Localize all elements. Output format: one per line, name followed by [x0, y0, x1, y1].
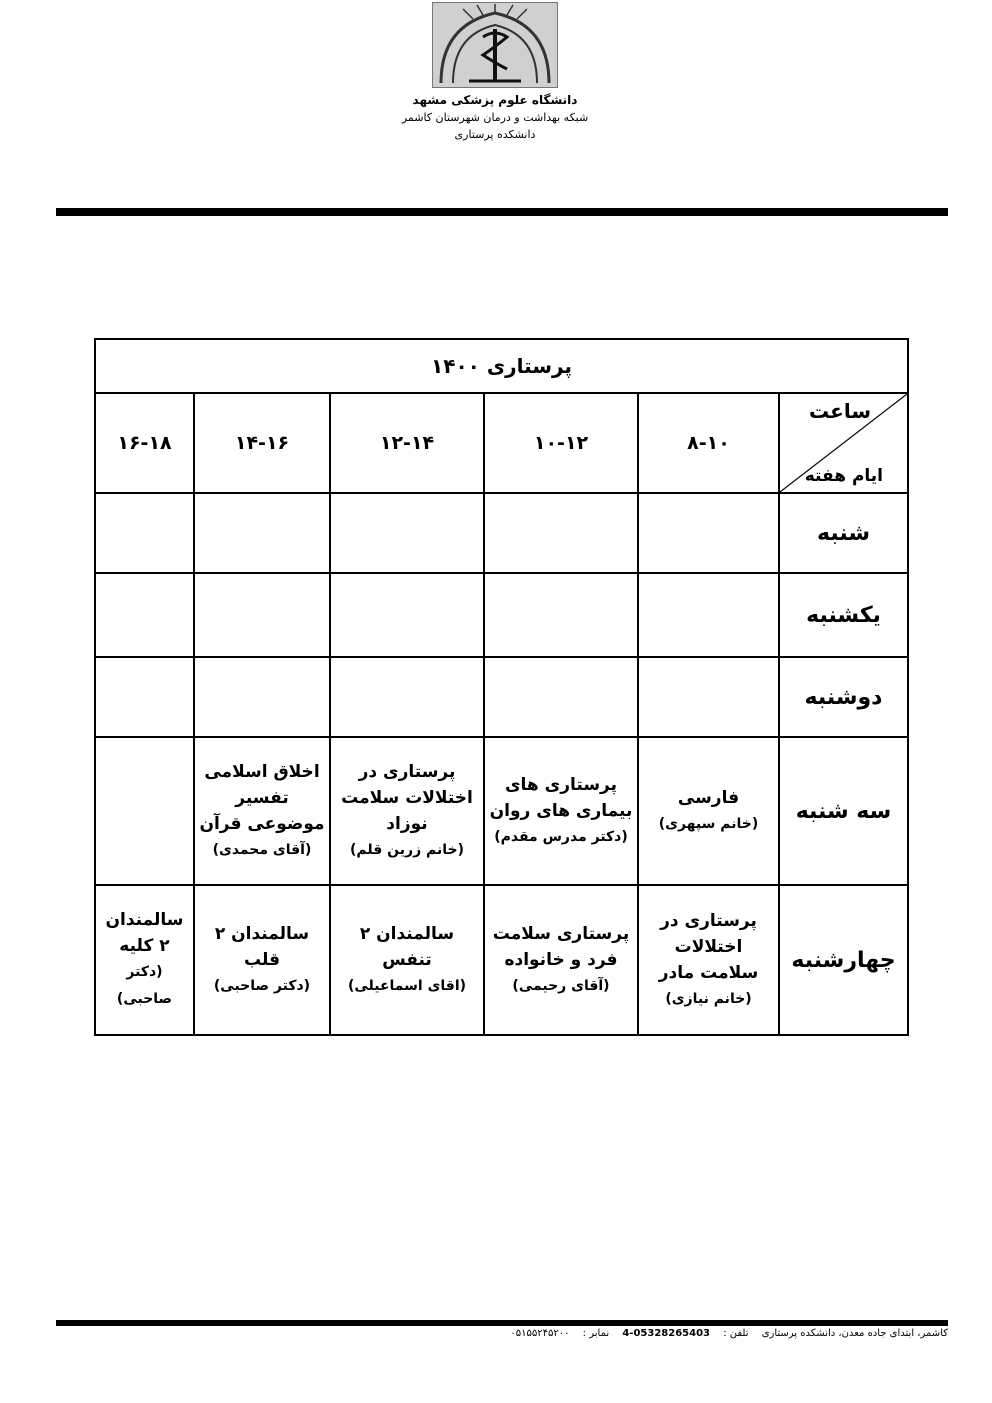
corner-header [779, 393, 908, 493]
empty-cell [484, 573, 638, 657]
empty-cell [484, 657, 638, 737]
university-name: دانشگاه علوم پزشکی مشهد [412, 93, 578, 107]
empty-cell [95, 573, 194, 657]
table-row [95, 573, 908, 657]
time-header-14-16: ۱۴-۱۶ [194, 393, 330, 493]
empty-cell [484, 493, 638, 573]
footer-address: کاشمر، ابتدای جاده معدن، دانشکده پرستاری [761, 1328, 948, 1339]
time-header-16-18: ۱۶-۱۸ [95, 393, 194, 493]
class-cell [484, 737, 638, 885]
course-name: اخلاق اسلامی تفسیر موضوعی قرآن [199, 761, 325, 834]
corner-days-label: ایام هفته [804, 466, 883, 486]
time-header-8-10: ۸-۱۰ [638, 393, 779, 493]
network-name: شبکه بهداشت و درمان شهرستان کاشمر [401, 111, 589, 124]
empty-cell [638, 493, 779, 573]
empty-cell [95, 493, 194, 573]
instructor-name: (دکتر صاحبی) [213, 977, 311, 994]
empty-cell [638, 657, 779, 737]
table-row [95, 737, 908, 885]
time-header-10-12: ۱۰-۱۲ [484, 393, 638, 493]
course-name: پرستاری سلامت فرد و خانواده [492, 923, 630, 970]
weekly-schedule-table [94, 338, 909, 1036]
footer-phone: 05328265403-4 [622, 1328, 710, 1339]
day-tuesday: سه شنبه [779, 737, 908, 885]
instructor-name: (آقای رحیمی) [512, 977, 610, 994]
table-row [95, 885, 908, 1035]
footer-phone-label: تلفن : [723, 1328, 749, 1339]
table-row [95, 657, 908, 737]
instructor-name: (خانم سپهری) [658, 815, 759, 832]
class-cell [330, 885, 484, 1035]
class-cell [95, 885, 194, 1035]
empty-cell [95, 657, 194, 737]
school-name: دانشکده پرستاری [454, 128, 536, 141]
class-cell [194, 737, 330, 885]
class-cell [638, 737, 779, 885]
empty-cell [194, 573, 330, 657]
class-cell [194, 885, 330, 1035]
day-saturday: شنبه [779, 493, 908, 573]
caduceus-emblem-icon [433, 3, 557, 87]
day-monday: دوشنبه [779, 657, 908, 737]
empty-cell [330, 573, 484, 657]
corner-hour-label: ساعت [808, 399, 871, 423]
empty-cell [330, 657, 484, 737]
class-cell [484, 885, 638, 1035]
footer-contact [56, 1328, 948, 1339]
course-name: سالمندان ۲ تنفس [359, 923, 455, 970]
empty-cell [194, 493, 330, 573]
empty-cell [330, 493, 484, 573]
instructor-name: (خانم زرین قلم) [350, 841, 464, 858]
class-cell [638, 885, 779, 1035]
header-divider [56, 208, 948, 216]
course-name: سالمندان ۲ کلیه [105, 910, 184, 956]
course-name: پرستاری های بیماری های روان [489, 774, 633, 821]
instructor-name: (دکتر مدرس مقدم) [494, 828, 628, 845]
schedule-title: پرستاری ۱۴۰۰ [95, 339, 908, 393]
footer-divider [56, 1320, 948, 1326]
course-name: فارسی [677, 787, 740, 808]
time-header-12-14: ۱۲-۱۴ [330, 393, 484, 493]
empty-cell [638, 573, 779, 657]
class-cell [330, 737, 484, 885]
footer-fax-label: نمابر : [582, 1328, 610, 1339]
footer-fax: ۰۵۱۵۵۲۴۵۲۰۰ [510, 1328, 570, 1339]
table-row [95, 493, 908, 573]
empty-cell [194, 657, 330, 737]
day-wednesday: چهارشنبه [779, 885, 908, 1035]
institution-header [340, 92, 650, 143]
instructor-name: (آقای محمدی) [212, 841, 312, 858]
instructor-name: (خانم نیازی) [665, 990, 752, 1007]
instructor-name: (اقای اسماعیلی) [347, 977, 467, 994]
instructor-name: (دکتر صاحبی) [116, 964, 173, 1007]
class-cell [95, 737, 194, 885]
course-name: سالمندان ۲ قلب [214, 923, 310, 970]
day-sunday: یکشنبه [779, 573, 908, 657]
university-logo [432, 2, 558, 88]
course-name: پرستاری در اختلالات سلامت نوزاد [341, 761, 473, 834]
course-name: پرستاری در اختلالات سلامت مادر [658, 910, 759, 983]
